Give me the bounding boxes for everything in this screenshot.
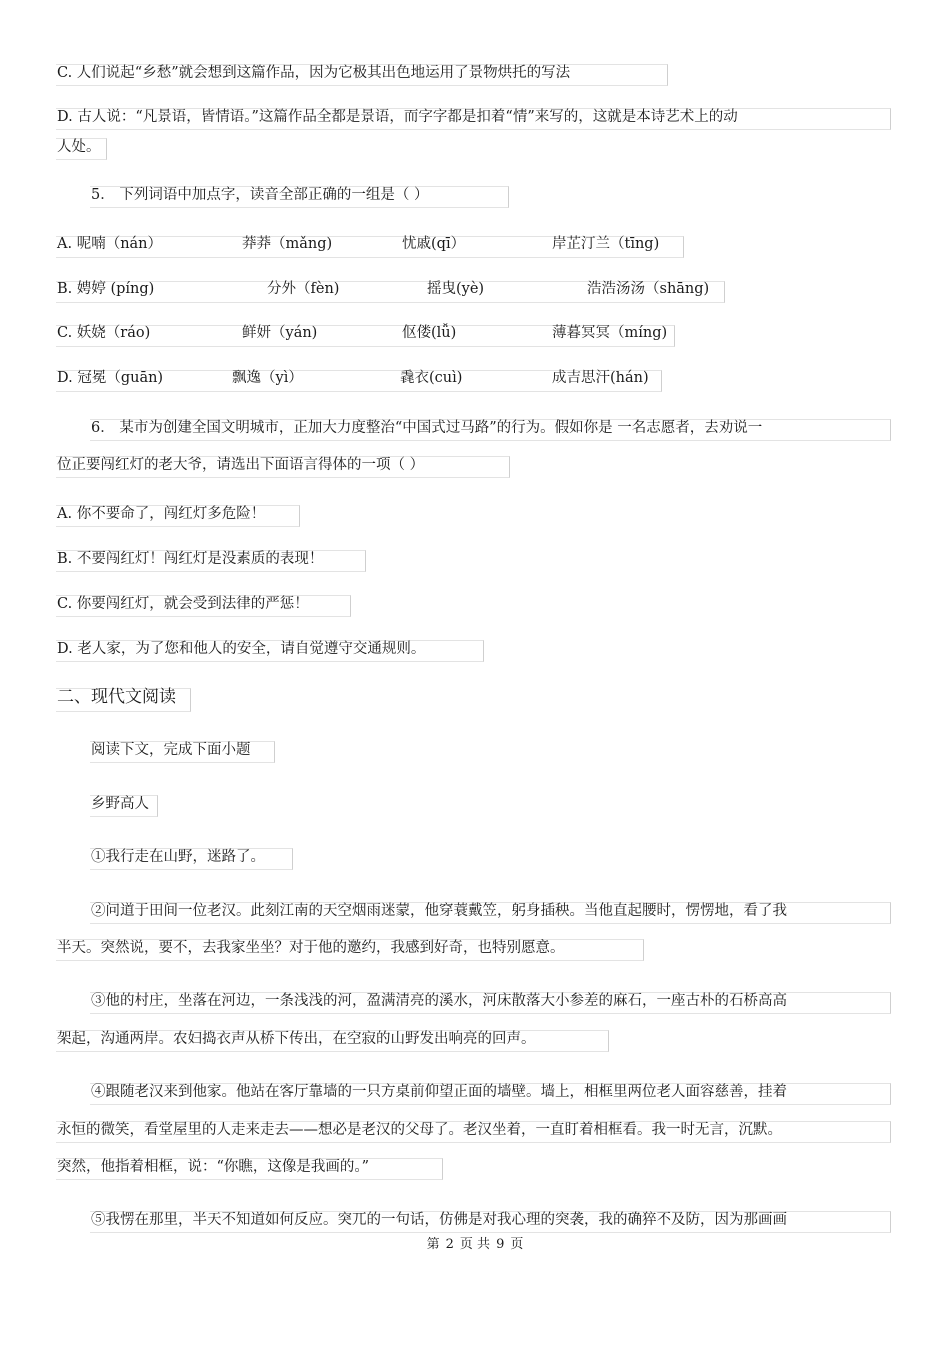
paragraph-5-line1: ⑤我愣在那里，半天不知道如何反应。突兀的一句话，仿佛是对我心理的突袭，我的确猝不及防，因为那画画 <box>91 1212 787 1228</box>
q4-option-c: C. 人们说起“乡愁”就会想到这篇作品，因为它极其出色地运用了景物烘托的写法 <box>57 65 571 81</box>
q5-row-a-1: A. 呢喃（nán） <box>57 236 163 252</box>
paragraph-2-line2: 半天。突然说，要不，去我家坐坐？对于他的邀约，我感到好奇，也特别愿意。 <box>57 940 565 956</box>
q5-row-d-2: 飘逸（yì） <box>232 370 303 386</box>
q5-stem: 5． 下列词语中加点字，读音全部正确的一组是（ ） <box>91 187 429 203</box>
q4-option-d-line2: 人处。 <box>57 139 101 155</box>
footer-page-number: 2 <box>445 1237 454 1252</box>
q5-row-c-1: C. 妖娆（ráo) <box>57 325 151 341</box>
q6-option-d: D. 老人家，为了您和他人的安全，请自觉遵守交通规则。 <box>57 641 426 657</box>
paragraph-1: ①我行走在山野，迷路了。 <box>91 849 265 865</box>
q6-stem-line1: 6． 某市为创建全国文明城市，正加大力度整治“中国式过马路”的行为。假如你是 一名志愿者，去劝说一 <box>91 420 763 436</box>
footer-mid: 页 共 <box>459 1237 491 1252</box>
section-heading: 二、现代文阅读 <box>57 687 176 707</box>
q5-row-a-3: 忧戚(qī） <box>402 236 466 252</box>
paragraph-2-line1: ②问道于田间一位老汉。此刻江南的天空烟雨迷蒙，他穿蓑戴笠，躬身插秧。当他直起腰时，愣愣地，看了我 <box>91 903 787 919</box>
q5-row-a-2: 莽莽（mǎng) <box>242 236 333 252</box>
q6-option-c: C. 你要闯红灯，就会受到法律的严惩！ <box>57 596 309 612</box>
q5-row-b-2: 分外（fèn) <box>267 281 340 297</box>
paragraph-4-line2: 永恒的微笑，看堂屋里的人走来走去——想必是老汉的父母了。老汉坐着，一直盯着相框看。我一时无言，沉默。 <box>57 1122 782 1138</box>
page-footer <box>0 1233 950 1252</box>
q5-row-d-1: D. 冠冕（guān) <box>57 370 164 386</box>
q5-row-d-3: 毳衣(cuì) <box>400 370 463 386</box>
q6-option-b: B. 不要闯红灯！闯红灯是没素质的表现！ <box>57 551 324 567</box>
q5-row-b-3: 摇曳(yè) <box>427 281 485 297</box>
q5-row-d-4: 成吉思汗(hán) <box>552 370 649 386</box>
q5-row-c-3: 伛偻(lǚ) <box>402 325 457 341</box>
q5-row-c-4: 薄暮冥冥（míng) <box>552 325 668 341</box>
q5-row-a-4: 岸芷汀兰（tīng) <box>552 236 660 252</box>
q4-option-d-line1: D. 古人说：“凡景语，皆情语。”这篇作品全都是景语，而字字都是扣着“情”来写的，这就是本诗艺术上的动 <box>57 109 738 125</box>
q6-option-a: A. 你不要命了，闯红灯多危险！ <box>57 506 266 522</box>
q5-row-c-2: 鲜妍（yán) <box>242 325 318 341</box>
reading-instruction: 阅读下文，完成下面小题 <box>91 742 251 758</box>
footer-suffix: 页 <box>510 1237 524 1252</box>
q5-row-b-4: 浩浩汤汤（shāng) <box>587 281 710 297</box>
paragraph-3-line2: 架起，沟通两岸。农妇捣衣声从桥下传出，在空寂的山野发出响亮的回声。 <box>57 1031 536 1047</box>
q6-stem-line2: 位正要闯红灯的老大爷，请选出下面语言得体的一项（ ） <box>57 457 425 473</box>
paragraph-3-line1: ③他的村庄，坐落在河边，一条浅浅的河，盈满清亮的溪水，河床散落大小参差的麻石，一座古朴的石桥高高 <box>91 993 787 1009</box>
q5-row-b-1: B. 娉婷 (píng) <box>57 281 155 297</box>
footer-total-pages: 9 <box>496 1237 505 1252</box>
article-title: 乡野高人 <box>91 796 149 812</box>
paragraph-4-line3: 突然，他指着相框，说：“你瞧，这像是我画的。” <box>57 1159 370 1175</box>
paragraph-4-line1: ④跟随老汉来到他家。他站在客厅靠墙的一只方桌前仰望正面的墙壁。墙上，相框里两位老人面容慈善，挂着 <box>91 1084 787 1100</box>
footer-prefix: 第 <box>426 1237 440 1252</box>
